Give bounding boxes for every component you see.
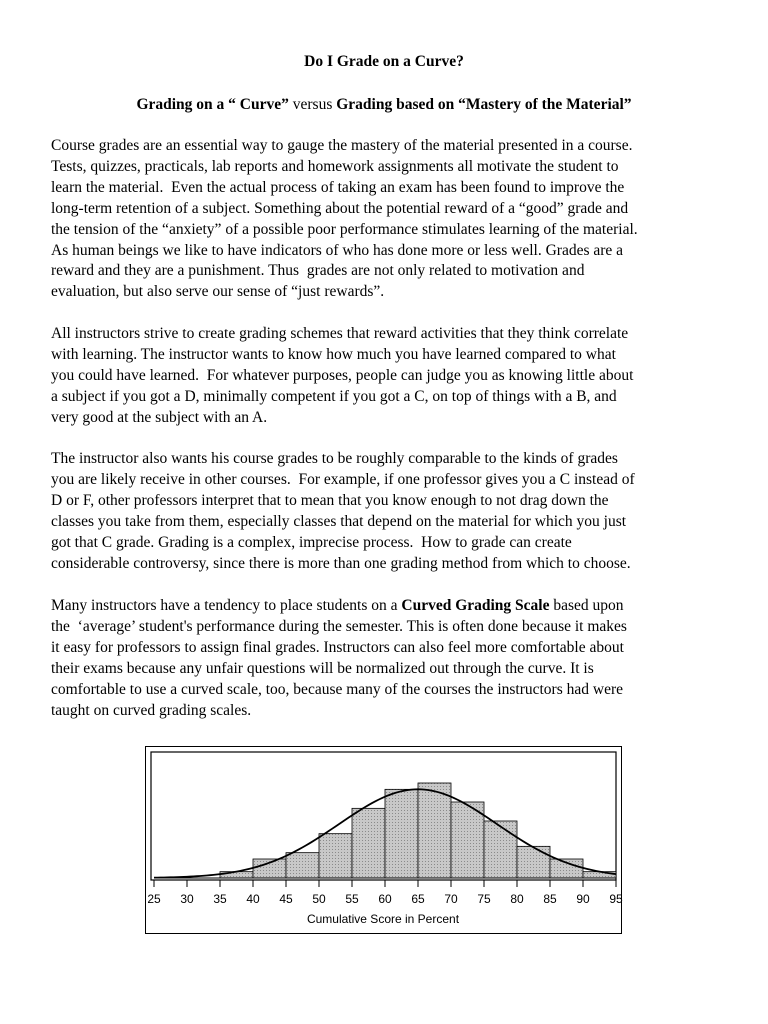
x-tick-label: 35 <box>213 892 227 906</box>
paragraph-4 <box>51 596 731 721</box>
paragraph-line: classes you take from them, especially classes that depend on the material for which you just <box>51 512 627 530</box>
paragraph-line: got that C grade. Grading is a complex, imprecise process. How to grade can create <box>51 533 572 551</box>
paragraph-1 <box>51 136 731 303</box>
x-tick-label: 60 <box>378 892 392 906</box>
subtitle-mastery: Grading based on “Mastery of the Material” <box>336 96 632 113</box>
histogram-bar <box>484 821 517 878</box>
histogram-bar <box>352 808 385 878</box>
paragraph-line: very good at the subject with an A. <box>51 408 268 426</box>
paragraph-line: the tension of the “anxiety” of a possible poor performance stimulates learning of the material. <box>51 220 638 238</box>
x-tick-label: 70 <box>444 892 458 906</box>
paragraph-line: reward and they are a punishment. Thus grades are not only related to motivation and <box>51 262 585 280</box>
grade-distribution-figure <box>145 746 622 934</box>
paragraph-text: Many instructors have a tendency to place students on a <box>51 597 402 614</box>
histogram-bar <box>319 834 352 878</box>
x-tick-label: 30 <box>180 892 194 906</box>
paragraph-line: comfortable to use a curved scale, too, because many of the courses the instructors had were <box>51 680 623 698</box>
histogram-bar <box>286 853 319 878</box>
x-tick-label: 45 <box>279 892 293 906</box>
paragraph-line: Tests, quizzes, practicals, lab reports and homework assignments all motivate the student to <box>51 157 619 175</box>
x-tick-label: 75 <box>477 892 491 906</box>
paragraph-line: considerable controversy, since there is more than one grading method from which to choose. <box>51 554 631 572</box>
paragraph-line: it easy for professors to assign final grades. Instructors can also feel more comfortable about <box>51 638 624 656</box>
x-tick-label: 50 <box>312 892 326 906</box>
paragraph-line: As human beings we like to have indicators of who has done more or less well. Grades are a <box>51 241 624 259</box>
paragraph-line: D or F, other professors interpret that to mean that you know enough to not drag down the <box>51 491 609 509</box>
paragraph-2 <box>51 324 731 429</box>
paragraph-line: The instructor also wants his course grades to be roughly comparable to the kinds of grades <box>51 450 618 467</box>
document-subtitle <box>0 95 768 115</box>
subtitle-versus: versus <box>288 96 337 113</box>
paragraph-line: you could have learned. For whatever purposes, people can judge you as knowing little about <box>51 366 634 384</box>
paragraph-line: Course grades are an essential way to gauge the mastery of the material presented in a course. <box>51 137 633 154</box>
x-tick-label: 80 <box>510 892 524 906</box>
paragraph-line: long-term retention of a subject. Something about the potential reward of a “good” grade and <box>51 199 629 217</box>
document-title: Do I Grade on a Curve? <box>304 53 464 70</box>
x-tick-label: 95 <box>609 892 623 906</box>
histogram-bar <box>451 802 484 878</box>
paragraph-line: All instructors strive to create grading schemes that reward activities that they think correlate <box>51 325 629 342</box>
x-tick-label: 55 <box>345 892 359 906</box>
paragraph-line: taught on curved grading scales. <box>51 701 252 719</box>
x-tick-label: 85 <box>543 892 557 906</box>
paragraph-text: based upon <box>549 597 624 614</box>
paragraph-line: learn the material. Even the actual process of taking an exam has been found to improve the <box>51 178 625 196</box>
subtitle-curve: Grading on a “ Curve” <box>136 96 289 113</box>
histogram-bar <box>418 783 451 878</box>
histogram-bar <box>517 846 550 878</box>
paragraph-line: the ‘average’ student's performance during the semester. This is often done because it makes <box>51 617 627 635</box>
x-tick-label: 25 <box>147 892 161 906</box>
x-tick-label: 65 <box>411 892 425 906</box>
curved-grading-scale-term: Curved Grading Scale <box>401 597 550 614</box>
paragraph-line: their exams because any unfair questions will be normalized out through the curve. It is <box>51 659 594 677</box>
paragraph-3 <box>51 449 731 574</box>
paragraph-line: you are likely receive in other courses. For example, if one professor gives you a C instead of <box>51 470 635 488</box>
paragraph-line: with learning. The instructor wants to know how much you have learned compared to what <box>51 345 616 363</box>
x-tick-label: 90 <box>576 892 590 906</box>
paragraph-line: evaluation, but also serve our sense of “just rewards”. <box>51 283 385 301</box>
x-axis-label: Cumulative Score in Percent <box>306 912 460 926</box>
x-tick-label: 40 <box>246 892 260 906</box>
paragraph-line: a subject if you got a D, minimally competent if you got a C, on top of things with a B, and <box>51 387 617 405</box>
grade-histogram-chart <box>146 747 621 933</box>
paragraph-line <box>51 596 731 617</box>
histogram-bar <box>385 789 418 878</box>
